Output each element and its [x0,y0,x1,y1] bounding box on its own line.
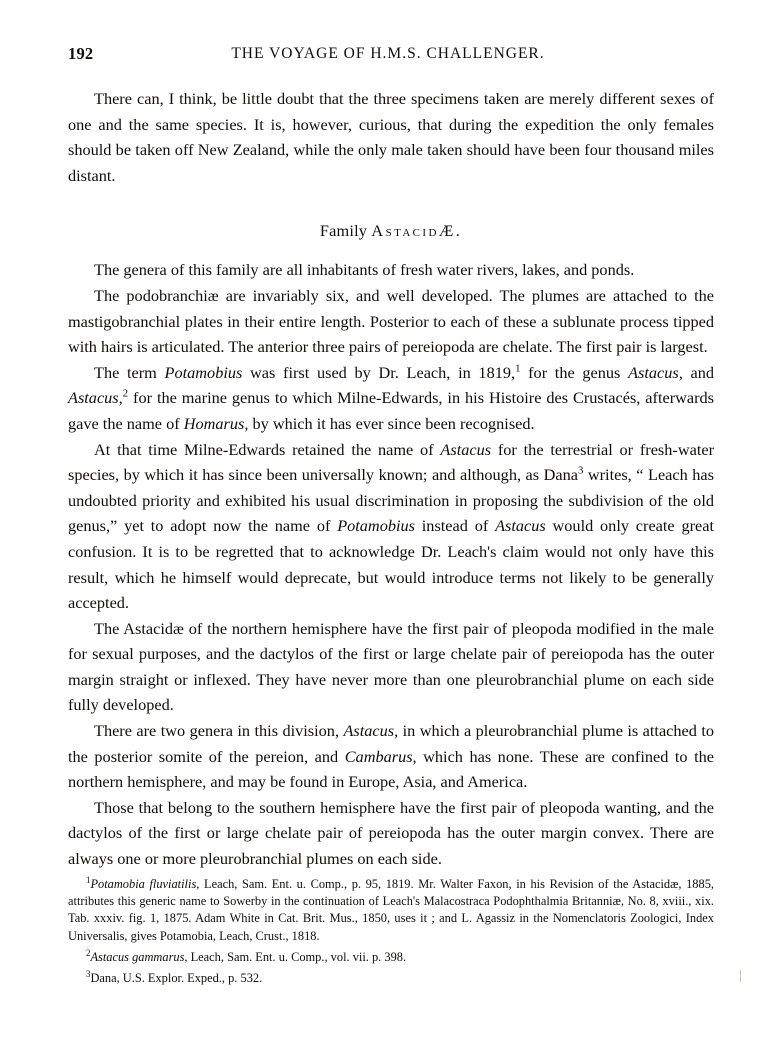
footnote-1-italic-lead: Potamobia fluviatilis, [90,877,200,891]
term-astacus-5: Astacus, [343,721,399,741]
p5-seg-a: At that time Milne-Edwards retained the name of [94,439,441,459]
section-heading-family-name: AstacidÆ. [371,221,463,241]
paragraph-8: Those that belong to the southern hemisphere have the first pair of pleopoda wanting, and the dactylos of the first or large chelate pair of pereiopoda has the outer margin convex. There are always one or more pleurobranchial plumes on each side. [68,797,714,869]
footnote-3 [68,970,714,987]
p5-seg-b: for the terrestrial or fresh-water species, by which it has since been universally known; and although, as Dana [68,439,714,485]
footnote-1-text: Leach, Sam. Ent. u. Comp., p. 95, 1819. Mr. Walter Faxon, in his Revision of the Astacidæ, 1885, attributes this generic name to Sowerby in the continuation of Leach's Malacostraca Podophthalmia Britanniæ, No. 8, xviii., xix. Tab. xxxiv. fig. 1, 1875. Adam White in Cat. Brit. Mus., 1850, uses it ; and L. Agassiz in the Nomenclatoris Zoologici, Index Universalis, gives Potamobia, Leach, Crust., 1818. [68,877,714,943]
paragraph-2: The genera of this family are all inhabitants of fresh water rivers, lakes, and ponds. [94,260,635,280]
paragraph-6: The Astacidæ of the northern hemisphere have the first pair of pleopoda modified in the male for sexual purposes, and the dactylos of the first or large chelate pair of pereiopoda has the outer margin straight or inflexed. They have never more than one pleurobranchial plume on each side fully developed. [68,618,714,715]
term-potamobius: Potamobius [164,362,243,382]
term-astacus-4: Astacus [495,516,546,536]
p4-seg-a: The term [94,362,165,382]
p4-seg-b: was first used by Dr. Leach, in 1819, [242,362,516,382]
footnote-ref-2: 2 [122,387,129,400]
term-astacus-2: Astacus, [68,388,123,408]
page-header [0,44,776,66]
p7-seg-a: There are two genera in this division, [94,721,344,741]
body-text [68,86,714,872]
term-homarus: Homarus, [183,413,249,433]
paragraph-4 [68,360,714,437]
term-potamobius-2: Potamobius [337,516,415,536]
paragraph-5 [68,437,714,616]
term-cambarus: Cambarus, [344,746,417,766]
paragraph-1: There can, I think, be little doubt that the three specimens taken are merely different sexes of one and the same species. It is, however, curious, that during the expedition the only females should be taken off New Zealand, while the only male taken should have been four thousand miles distant. [68,89,714,185]
p7-seg-c: which has none. These are confined to the northern hemisphere, and may be found in Europe, Asia, and America. [68,746,714,792]
paragraph-3: The podobranchiæ are invariably six, and well developed. The plumes are attached to the mastigobranchial plates in their entire length. Posterior to each of these a sublunate process tipped with hairs is articulated. The anterior three pairs of pereiopoda are chelate. The first pair is largest. [68,285,714,357]
p4-seg-e: for the marine genus to which Milne-Edwards, in his Histoire des Crustacés, afterwards gave the name of [68,388,714,433]
paragraph-7 [68,718,714,795]
p5-seg-e: would only create great confusion. It is to be regretted that to acknowledge Dr. Leach's claim would not only have this result, which he himself would deprecate, but would introduce terms not likely to be generally accepted. [68,516,714,613]
running-head: THE VOYAGE OF H.M.S. CHALLENGER. [231,45,545,62]
section-heading-prefix: Family [319,221,372,241]
footnote-1-marker: 1 [86,874,91,885]
p4-seg-f: by which it has ever since been recognised. [248,413,535,433]
footnote-2-italic-lead: Astacus gammarus, [90,949,188,964]
term-astacus-1: Astacus, [628,362,683,382]
footnote-3-marker: 3 [86,968,91,979]
p5-seg-c: writes, “ Leach has undoubted priority and exhibited his usual discrimination in proposing the subdivision of the old genus,” yet to adopt now the name of [68,465,714,536]
footnote-2-text: Leach, Sam. Ent. u. Comp., vol. vii. p. 398. [187,949,407,964]
p4-seg-c: for the genus [520,362,629,382]
footnote-2 [68,949,714,966]
footnote-1 [68,876,714,945]
section-heading [68,221,714,241]
footnote-2-marker: 2 [86,947,91,958]
p4-seg-d: and [682,362,714,382]
footnote-3-text: Dana, U.S. Explor. Exped., p. 532. [90,971,263,986]
page-number: 192 [68,44,94,63]
footnote-ref-1: 1 [515,362,521,375]
footnote-ref-3: 3 [577,464,584,477]
footnotes-block [68,876,714,991]
p7-seg-b: in which a pleurobranchial plume is attached to the posterior somite of the pereion, and [68,721,715,766]
p5-seg-d: instead of [414,516,496,536]
page-edge-mark [740,970,741,982]
term-astacus-3: Astacus [440,439,492,459]
